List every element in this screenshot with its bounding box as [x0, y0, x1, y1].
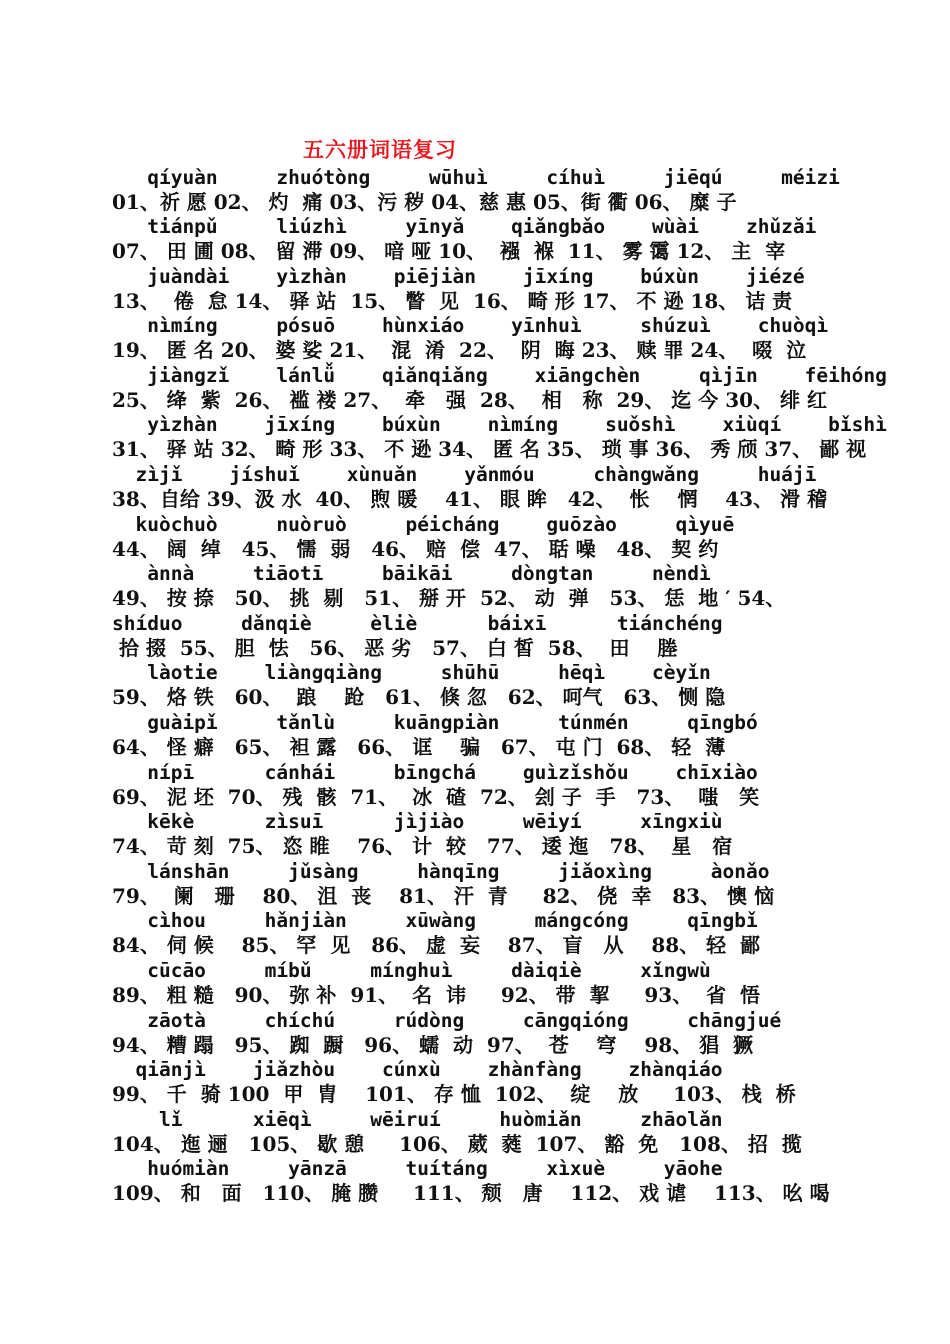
word-line: 25、 绛 紫 26、 褴 褛 27、 牵 强 28、 相 称 29、 迄 今 30、 绯 红: [112, 388, 827, 412]
pinyin-line: shíduo dǎnqiè èliè báixī tiánchéng: [112, 612, 723, 635]
pinyin-line: cūcāo míbǔ mínghuì dàiqiè xǐngwù: [112, 959, 711, 982]
word-line: 89、 粗 糙 90、 弥 补 91、 名 讳 92、 带 挈 93、 省 悟: [112, 983, 761, 1007]
word-line: 44、 阔 绰 45、 懦 弱 46、 赔 偿 47、 聒 噪 48、 契 约: [112, 537, 719, 561]
word-line: 31、 驿 站 32、 畸 形 33、 不 逊 34、 匿 名 35、 琐 事 36、 秀 颀 37、 鄙 视: [112, 437, 867, 461]
word-line: 拾 掇 55、 胆 怯 56、 恶 劣 57、 白 皙 58、 田 塍: [112, 636, 678, 660]
word-line: 84、 伺 候 85、 罕 见 86、 虚 妄 87、 盲 从 88、 轻 鄙: [112, 933, 761, 957]
pinyin-line: huómiàn yānzā tuítáng xìxuè yāohe: [112, 1157, 723, 1180]
pinyin-line: kēkè zìsuī jìjiào wēiyí xīngxiù: [112, 810, 723, 833]
word-line: 07、 田 圃 08、 留 滞 09、 喑 哑 10、 襁 褓 11、 雾 霭 12、 主 宰: [112, 239, 786, 263]
pinyin-line: qíyuàn zhuótòng wūhuì cíhuì jiēqú méizi: [112, 166, 840, 189]
pinyin-line: lǐ xiēqì wēiruí huòmiǎn zhāolǎn: [112, 1108, 723, 1131]
word-line: 64、 怪 癖 65、 袒 露 66、 诓 骗 67、 屯 门 68、 轻 薄: [112, 735, 726, 759]
pinyin-line: ànnà tiāotī bāikāi dòngtan nèndì: [112, 562, 711, 585]
pinyin-line: cìhou hǎnjiàn xūwàng mángcóng qīngbǐ: [112, 909, 758, 932]
word-line: 74、 苛 刻 75、 恣 睢 76、 计 较 77、 逶 迤 78、 星 宿: [112, 834, 733, 858]
word-line: 94、 糟 蹋 95、 踟 蹰 96、 蠕 动 97、 苍 穹 98、 猖 獗: [112, 1033, 754, 1057]
pinyin-line: zāotà chíchú rúdòng cāngqióng chāngjué: [112, 1009, 782, 1032]
pinyin-line: làotie liàngqiàng shūhū hēqì cèyǐn: [112, 661, 711, 684]
word-line: 19、 匿 名 20、 婆 娑 21、 混 淆 22、 阴 晦 23、 赎 罪 24、 啜 泣: [112, 338, 807, 362]
pinyin-line: juàndài yìzhàn piējiàn jīxíng búxùn jiézé: [112, 265, 805, 288]
pinyin-line: qiānjì jiǎzhòu cúnxù zhànfàng zhànqiáo: [112, 1058, 723, 1081]
pinyin-line: kuòchuò nuòruò péicháng guōzào qìyuē: [112, 513, 735, 536]
word-line: 99、 千 骑 100 甲 胄 101、 存 恤 102、 绽 放 103、 栈 桥: [112, 1082, 796, 1106]
pinyin-line: jiàngzǐ lánlǚ qiǎnqiǎng xiāngchèn qìjīn fēihóng: [112, 364, 887, 387]
word-line: 38、自给 39、汲 水 40、 煦 暖 41、 眼 眸 42、 怅 惘 43、 滑 稽: [112, 487, 827, 511]
word-line: 109、 和 面 110、 腌 臜 111、 颓 唐 112、 戏 谑 113、 吆 喝: [112, 1181, 830, 1205]
page-title: 五六册词语复习: [303, 137, 457, 162]
word-line: 13、 倦 怠 14、 驿 站 15、 瞥 见 16、 畸 形 17、 不 逊 18、 诘 责: [112, 289, 793, 313]
word-line: 79、 阑 珊 80、 沮 丧 81、 汗 青 82、 侥 幸 83、 懊 恼: [112, 884, 774, 908]
word-line: 01、祈 愿 02、 灼 痛 03、污 秽 04、慈 惠 05、街 衢 06、 糜 子: [112, 190, 737, 214]
word-line: 49、 按 捺 50、 挑 剔 51、 掰 开 52、 动 弹 53、 恁 地 ′ 54、: [112, 586, 786, 610]
word-line: 104、 迤 逦 105、 歇 憩 106、 葳 蕤 107、 豁 免 108、 招 揽: [112, 1132, 802, 1156]
pinyin-line: lánshān jǔsàng hànqīng jiǎoxìng àonǎo: [112, 860, 770, 883]
pinyin-line: guàipǐ tǎnlù kuāngpiàn túnmén qīngbó: [112, 711, 758, 734]
pinyin-line: zìjǐ jíshuǐ xùnuǎn yǎnmóu chàngwǎng huájī: [112, 463, 817, 486]
pinyin-line: nìmíng pósuō hùnxiáo yīnhuì shúzuì chuòqì: [112, 314, 829, 337]
word-line: 59、 烙 铁 60、 踉 跄 61、 倏 忽 62、 呵气 63、 恻 隐: [112, 685, 726, 709]
pinyin-line: yìzhàn jīxíng búxùn nìmíng suǒshì xiùqí bǐshì: [112, 413, 887, 436]
pinyin-line: nípī cánhái bīngchá guìzǐshǒu chīxiào: [112, 761, 758, 784]
word-line: 69、 泥 坯 70、 残 骸 71、 冰 碴 72、 刽 子 手 73、 嗤 笑: [112, 785, 760, 809]
pinyin-line: tiánpǔ liúzhì yīnyǎ qiǎngbǎo wùài zhǔzǎi: [112, 215, 817, 238]
